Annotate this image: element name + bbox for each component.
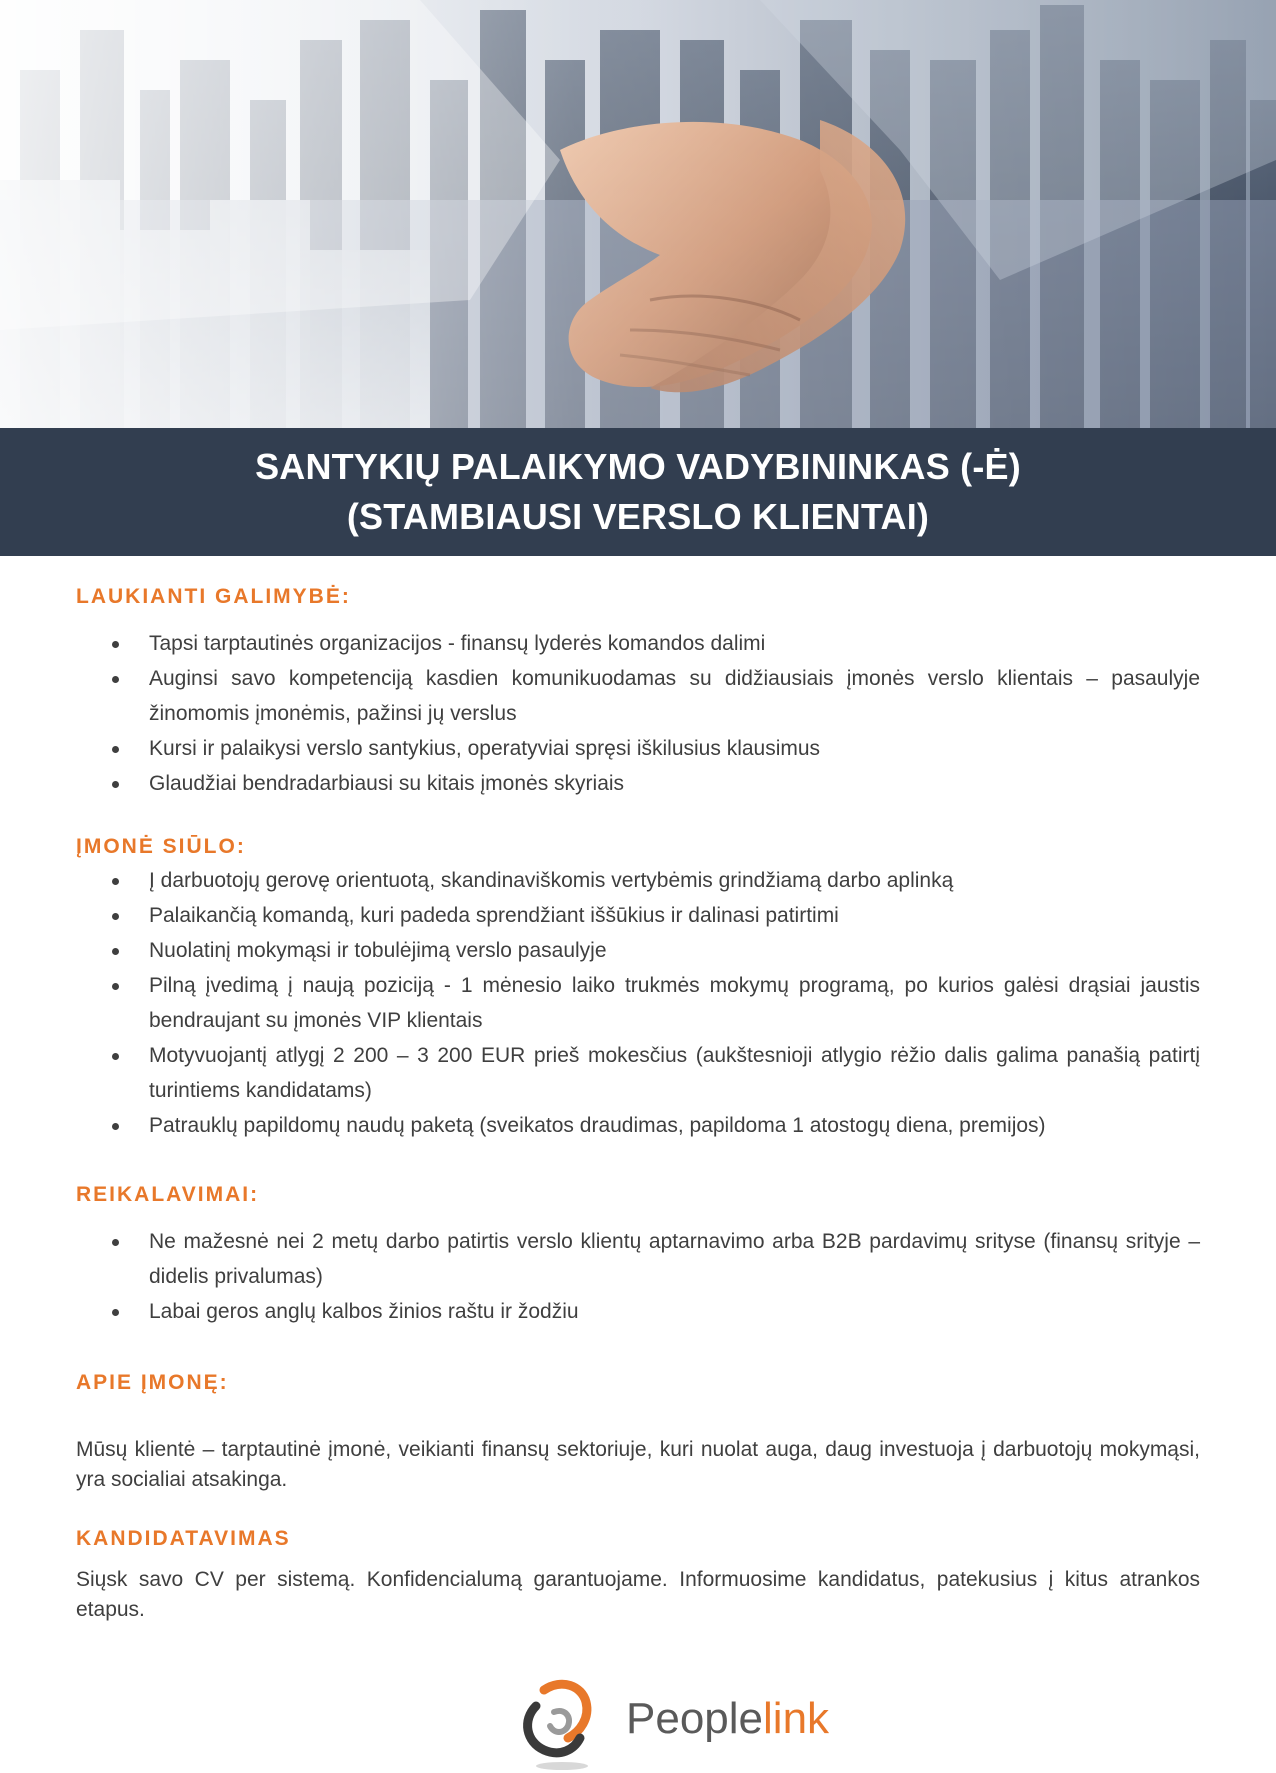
job-title-line-2: (STAMBIAUSI VERSLO KLIENTAI) bbox=[346, 496, 930, 537]
list-item: Glaudžiai bendradarbiausi su kitais įmonės skyriais bbox=[76, 766, 1200, 801]
section-requirements bbox=[76, 1143, 1200, 1329]
list-item: Kursi ir palaikysi verslo santykius, operatyviai spręsi iškilusius klausimus bbox=[76, 731, 1200, 766]
section-heading-opportunity: LAUKIANTI GALIMYBĖ: bbox=[76, 585, 351, 608]
list-item: Patrauklų papildomų naudų paketą (sveikatos draudimas, papildoma 1 atostogų diena, premijos) bbox=[76, 1108, 1200, 1143]
logo-text-people: People bbox=[626, 1694, 764, 1743]
job-title-line-1: SANTYKIŲ PALAIKYMO VADYBININKAS (-Ė) bbox=[255, 446, 1021, 487]
section-apply bbox=[76, 1495, 1200, 1625]
hero-handshake-image bbox=[0, 0, 1276, 428]
section-offer bbox=[76, 801, 1200, 1143]
list-item: Pilną įvedimą į naują poziciją - 1 mėnesio laiko trukmės mokymų programą, po kurios galėsi drąsiai jaustis bendraujant su įmonės VIP klientais bbox=[76, 968, 1200, 1038]
section-heading-apply: KANDIDATAVIMAS bbox=[76, 1527, 291, 1550]
section-heading-requirements: REIKALAVIMAI: bbox=[76, 1183, 260, 1206]
list-item: Į darbuotojų gerovę orientuotą, skandinaviškomis vertybėmis grindžiamą darbo aplinką bbox=[76, 863, 1200, 898]
section-heading-offer: ĮMONĖ SIŪLO: bbox=[76, 835, 246, 858]
offer-list bbox=[76, 863, 1200, 1143]
list-item: Motyvuojantį atlygį 2 200 – 3 200 EUR prieš mokesčius (aukštesnioji atlygio rėžio dalis galima panašią patirtį turintiems kandidatams) bbox=[76, 1038, 1200, 1108]
section-opportunity bbox=[76, 556, 1200, 801]
logo-text-link: link bbox=[763, 1694, 830, 1743]
list-item: Palaikančią komandą, kuri padeda sprendžiant iššūkius ir dalinasi patirtimi bbox=[76, 898, 1200, 933]
list-item: Nuolatinį mokymąsi ir tobulėjimą verslo pasaulyje bbox=[76, 933, 1200, 968]
list-item: Labai geros anglų kalbos žinios raštu ir žodžiu bbox=[76, 1294, 1200, 1329]
section-heading-about: APIE ĮMONĘ: bbox=[76, 1371, 229, 1394]
city-skyline-illustration bbox=[0, 0, 1276, 428]
about-company-text: Mūsų klientė – tarptautinė įmonė, veikianti finansų sektoriuje, kuri nuolat auga, daug investuoja į darbuotojų mokymąsi, yra socialiai atsakinga. bbox=[76, 1438, 1200, 1491]
list-item: Ne mažesnė nei 2 metų darbo patirtis verslo klientų aptarnavimo arba B2B pardavimų srityse (finansų srityje – didelis privalumas) bbox=[76, 1224, 1200, 1294]
list-item: Auginsi savo kompetenciją kasdien komunikuodamas su didžiausiais įmonės verslo klientais – pasaulyje žinomomis įmonėmis, pažinsi jų verslus bbox=[76, 661, 1200, 731]
requirements-list bbox=[76, 1224, 1200, 1329]
peoplelink-logo bbox=[514, 1672, 830, 1772]
section-about bbox=[76, 1329, 1200, 1495]
job-title-banner bbox=[0, 428, 1276, 556]
opportunity-list bbox=[76, 626, 1200, 801]
apply-text: Siųsk savo CV per sistemą. Konfidencialumą garantuojame. Informuosime kandidatus, patekusius į kitus atrankos etapus. bbox=[76, 1568, 1200, 1621]
list-item: Tapsi tarptautinės organizacijos - finansų lyderės komandos dalimi bbox=[76, 626, 1200, 661]
peoplelink-logo-icon bbox=[514, 1672, 604, 1772]
job-description bbox=[76, 556, 1200, 1625]
peoplelink-wordmark bbox=[626, 1694, 829, 1744]
